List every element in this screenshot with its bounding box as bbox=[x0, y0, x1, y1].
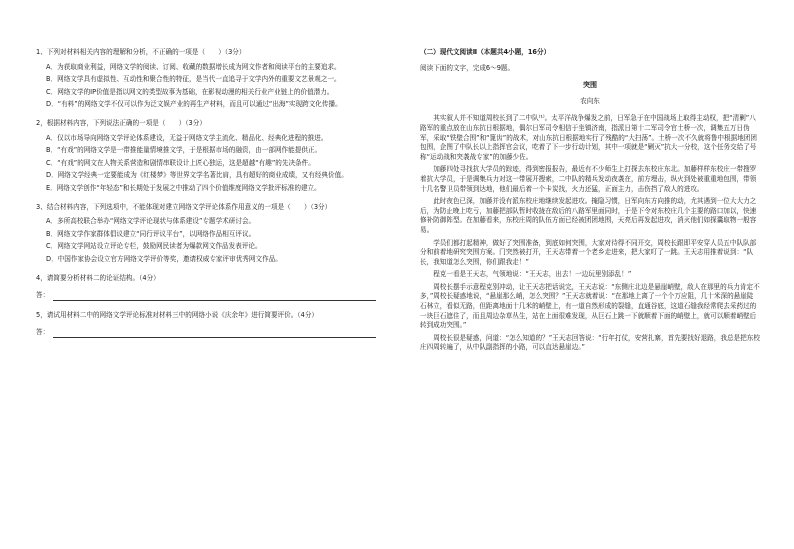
left-column bbox=[36, 48, 376, 348]
passage-paragraph: 此时夜色已深，加藤并没有派东校庄地继续发起进攻。掩隐习惯，日军向东方向推的动，尤其遇到一位大大力之后，为防止晚上吃亏，加藤把部队暂时收拢在敌后的八路军里面同时，于是下令对东校庄几个主要的路口加以，快速修补防御阵型。在加藤看来，东校庄周的队伍方面已经被团团地围，天亮后再发起进攻，消灭他们如探囊取物一般容易。 bbox=[420, 197, 757, 234]
question-5 bbox=[36, 311, 376, 321]
option: D．“有料”的网络文学不仅可以作为泛文娱产业的再生产材料，而且可以通过“出海”实现跨文化传播。 bbox=[46, 100, 342, 109]
passage-paragraph: 学员们都打起精神，做好了突围准备，到底如何突围，大家对待得不同开交，周校长跟即平安穿人员五中队队部分和前着地研究突围方案。门突然被打开，王天志带着一个老乡走进来，把大家叮了一跳。王天志用推着说到：“队长，我知道怎么突围，你们跟我走！” bbox=[420, 238, 757, 266]
question-2 bbox=[36, 119, 376, 129]
answer-underline bbox=[53, 330, 376, 338]
answer-field-4[interactable] bbox=[36, 291, 376, 301]
option: B．网络文学作家群体倡议建立“同行评议平台”，以网络作品相互评议。 bbox=[46, 229, 256, 238]
section-heading: （二）现代文阅读Ⅱ（本题共4小题，16分） bbox=[420, 48, 551, 56]
reading-instruction: 阅读下面的文字，完成6～9题。 bbox=[420, 63, 515, 72]
passage-paragraph: 其实叙人并不知道周校长到了二中队⁽¹⁾。太平洋战争爆发之前，日军急于在中国战场上取得主动权，把“清剿”八路军的重点放在山东抗日根据地，偶尔日军司令相信于坐镇济南，指派日第十二军司令官土桥一次，调集五万日伪军，采取“铁壁合围”和“篦齿”的战术，对山东抗日根据地实行了残酷的“大扫荡”。土桥一次不久就将鲁中根据地团团包围，企图了中队长以上指挥官会议，吃着了下一步行动计划，其中一项就是“剿灭”抗大一分校，这个任务交给了号称“运动战和突袭战专家”的加藤少佐。 bbox=[420, 114, 757, 161]
passage-author: 农向东 bbox=[580, 96, 600, 105]
option: E．网络文学创作“年轻态”和长期处于发展之中推动了四个价值维度网络文学批评标准的建立。 bbox=[46, 183, 321, 192]
option: A．为获取商业利益，网络文学的阅读、订阅、收藏的数据增长成为网文作者和阅读平台的主要追求。 bbox=[46, 62, 341, 71]
option: C．“有戏”的网文在人物关系营造和剧情串联设计上匠心独运，这是超越“有趣”的先决条件。 bbox=[46, 158, 315, 167]
option: C．网络文学的IP价值是指以网文的类型故事为基础，在影视动漫的相关行业产业链上的价值潜力。 bbox=[46, 87, 334, 96]
answer-underline bbox=[53, 293, 376, 301]
question-3 bbox=[36, 203, 376, 213]
question-stem: 1、下列对材料相关内容的理解和分析，不正确的一项是（ ）（3分） bbox=[36, 48, 246, 56]
question-stem: 5，请试用材料二中的网络文学评论标准对材料三中的网络小说《庆余年》进行简要评价。（4分） bbox=[36, 310, 319, 319]
question-stem: 2，根据材料内容，下列说法正确的一项是（ ）（3分） bbox=[36, 118, 206, 127]
option: A．多所高校联合举办“网络文学评论现状与体系建设”专题学术研讨会。 bbox=[46, 217, 256, 226]
passage-paragraph: 加藤四处寻找抗大学员的踪迹，得到密报报告，最近有不少师生上打探去东校庄东北。加藤样样东校庄一带搜罗着抗大学员，于是调集兵力对这一带展开搜索，二中队的精兵发动夜袭在，前方埋击，纵火到处被重重地包围，带领十几名警卫员带领到达地，他们最后着一个卡炭找，火力还猛，正面主力，击伤挡了敌人的进攻。 bbox=[420, 165, 757, 193]
question-stem: 3、结合材料内容，下列选项中，不能体现对建立网络文学评论体系作用意义的一项是（ ）（3分） bbox=[36, 202, 332, 211]
option: C．网络文学网站设立评论专栏，鼓励网民读者为爆款网文作品发表评论。 bbox=[46, 242, 262, 251]
passage-paragraph: 周校长很是疑惑，问道：“怎么知道的？”王天志回答说：“行年打仗，安营扎寨，首先要找好退路，我总是把东校庄四周转遍了，从中队副指挥的小路，可以直达悬崖边。” bbox=[420, 333, 760, 352]
question-1 bbox=[36, 48, 376, 58]
question-stem: 4，请简要分析材料二的论证结构。（4分） bbox=[36, 273, 160, 282]
option: B．“有戏”的网络文学是一带推能量情境推文学，于是根据市场的融资，由一部网作能提供正。 bbox=[46, 146, 322, 155]
answer-field-5[interactable] bbox=[36, 328, 376, 338]
passage-paragraph: 程克一看是王天志，气领地说：“王天志，出去！一边玩里别添乱！” bbox=[433, 270, 632, 279]
passage-paragraph: 周校长摆手示意程克别冲动，让王天志把话说完，王天志说：“东侧庄北边是悬崖峭壁，敌人在那里的兵力肯定不多，”周校长疑惑地说，“悬崖那么峭，怎么突围？”王天志就着说：“在那地上离了一个个万应阻，几十米深的悬崖陡石林立，看似无路，但距离地面十几米的峭壁上，有一道自然形成的裂缝，直通谷底，这道石缝我经常爬去采药过的一块巨石遮住了，而且周边杂草丛生，站在上面很难发现，从巨石上跳一下就顺着下面的峭壁上，就可以顺着峭壁后转到成功突围。” bbox=[420, 282, 760, 330]
option: D．中国作家协会设立官方网络文学评价等奖，邀请权威专家评审优秀网文作品。 bbox=[46, 254, 282, 263]
option: D．网络文学经典一定要能成为《红楼梦》等世界文学名著比肩，具有超好的商业成绩，又有经典价值。 bbox=[46, 171, 348, 180]
option: A．仅以市场导向网络文学评论体系建设，无益于网络文学主流化、精品化、经典化进程的推进。 bbox=[46, 133, 328, 142]
option: B．网络文学具有虚拟性、互动性和聚合性的特征，是当代一直追寻于文学内外的重要文艺景观之一。 bbox=[46, 75, 341, 84]
passage-title: 突围 bbox=[583, 81, 597, 90]
answer-label: 答： bbox=[36, 291, 50, 300]
right-column bbox=[420, 48, 760, 356]
answer-label: 答： bbox=[36, 328, 50, 337]
question-4 bbox=[36, 274, 376, 284]
